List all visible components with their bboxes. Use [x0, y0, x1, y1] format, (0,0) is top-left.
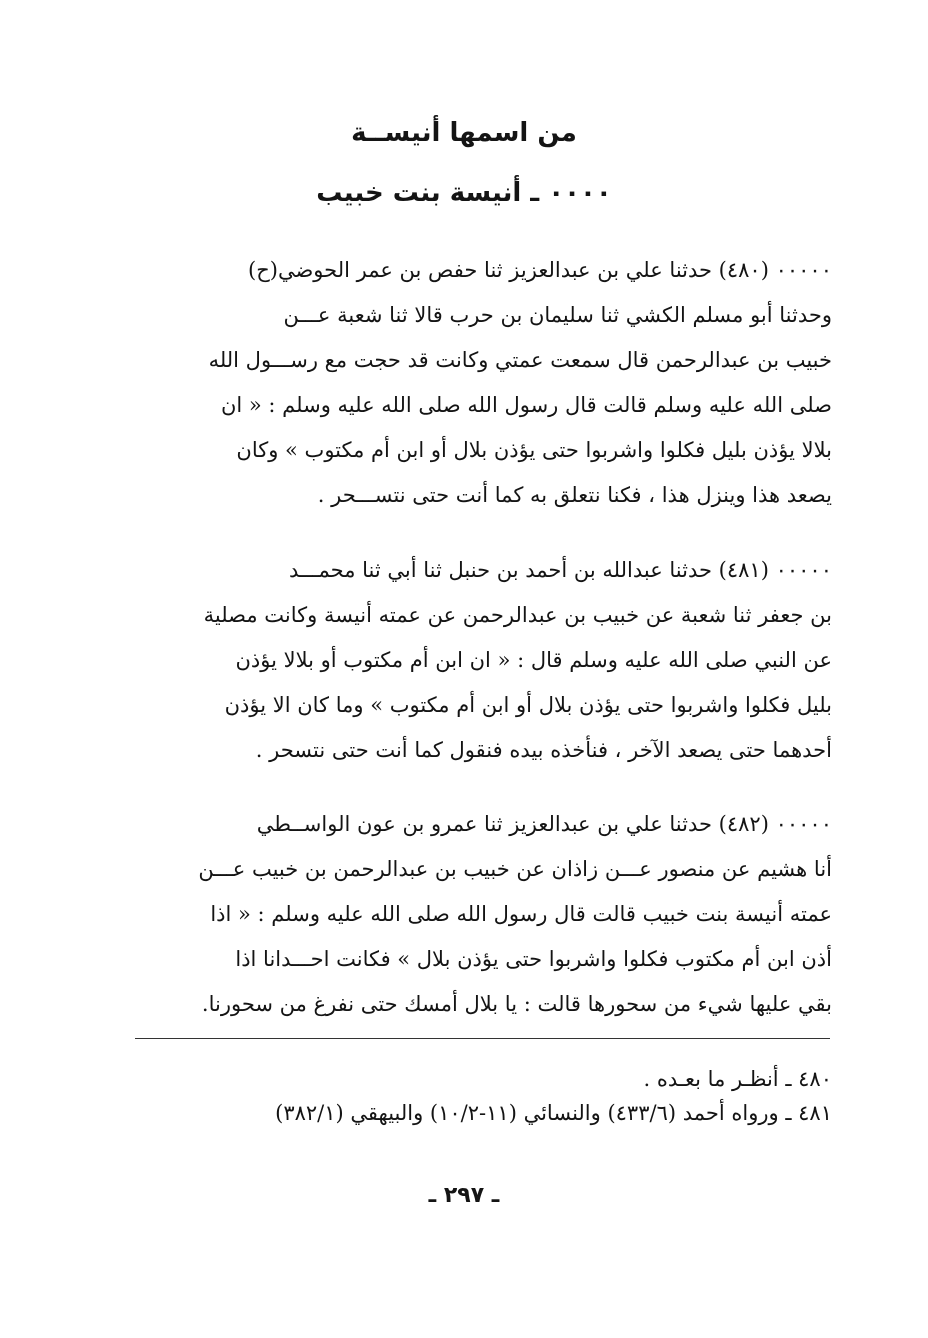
- text-line: أنا هشيم عن منصور عـــن زاذان عن خبيب بن عبدالرحمن بن خبيب عـــن: [198, 857, 832, 881]
- hadith-paragraph-480: [132, 248, 832, 518]
- footnote-480: ٤٨٠ ـ أنظـر ما بعـده .: [643, 1067, 832, 1091]
- text-line: بن جعفر ثنا شعبة عن خبيب بن عبدالرحمن عن عمته أنيسة وكانت مصلية: [203, 603, 832, 627]
- text-line: أحدهما حتى يصعد الآخر ، فنأخذه بيده فنقول كما أنت حتى نتسحر .: [255, 738, 832, 762]
- text-line: ٠٠٠٠٠ (٤٨١) حدثنا عبدالله بن أحمد بن حنبل ثنا أبي ثنا محمـــد: [289, 558, 832, 582]
- text-line: أذن ابن أم مكتوب فكلوا واشربوا حتى يؤذن بلال » فكانت احـــدانا اذا: [235, 947, 832, 971]
- footnote-481: ٤٨١ ـ ورواه أحمد (٤٣٣/٦) والنسائي (١١-١٠/٢) والبيهقي (٣٨٢/١): [275, 1101, 832, 1125]
- hadith-paragraph-481: [132, 548, 832, 773]
- text-line: بليل فكلوا واشربوا حتى يؤذن بلال أو ابن أم مكتوب » وما كان الا يؤذن: [224, 693, 832, 717]
- text-line: يصعد هذا وينزل هذا ، فكنا نتعلق به كما أنت حتى نتســـحر .: [317, 483, 832, 507]
- text-line: بقي عليها شيء من سحورها قالت : يا بلال أمسك حتى نفرغ من سحورنا.: [201, 992, 832, 1016]
- text-line: وحدثنا أبو مسلم الكشي ثنا سليمان بن حرب قالا ثنا شعبة عـــن: [283, 303, 832, 327]
- text-line: عمته أنيسة بنت خبيب قالت قال رسول الله صلى الله عليه وسلم : « اذا: [210, 902, 832, 926]
- hadith-paragraph-482: [132, 802, 832, 1027]
- text-line: بلالا يؤذن بليل فكلوا واشربوا حتى يؤذن بلال أو ابن أم مكتوب » وكان: [236, 438, 832, 462]
- text-line: صلى الله عليه وسلم قالت قال رسول الله صلى الله عليه وسلم : « ان: [220, 393, 832, 417]
- text-line: عن النبي صلى الله عليه وسلم قال : « ان ابن أم مكتوب أو بلالا يؤذن: [235, 648, 832, 672]
- entry-title: ٠٠٠٠ ـ أنيسة بنت خبيب: [316, 178, 612, 208]
- section-heading: من اسمها أنيســة: [351, 118, 577, 148]
- text-line: ٠٠٠٠٠ (٤٨٢) حدثنا علي بن عبدالعزيز ثنا عمرو بن عون الواســطي: [256, 812, 832, 836]
- text-line: ٠٠٠٠٠ (٤٨٠) حدثنا علي بن عبدالعزيز ثنا حفص بن عمر الحوضي(ح): [248, 258, 832, 282]
- page-number: ـ ٢٩٧ ـ: [428, 1183, 500, 1208]
- footnote-divider: [135, 1038, 830, 1039]
- text-line: خبيب بن عبدالرحمن قال سمعت عمتي وكانت قد حجت مع رســـول الله: [208, 348, 832, 372]
